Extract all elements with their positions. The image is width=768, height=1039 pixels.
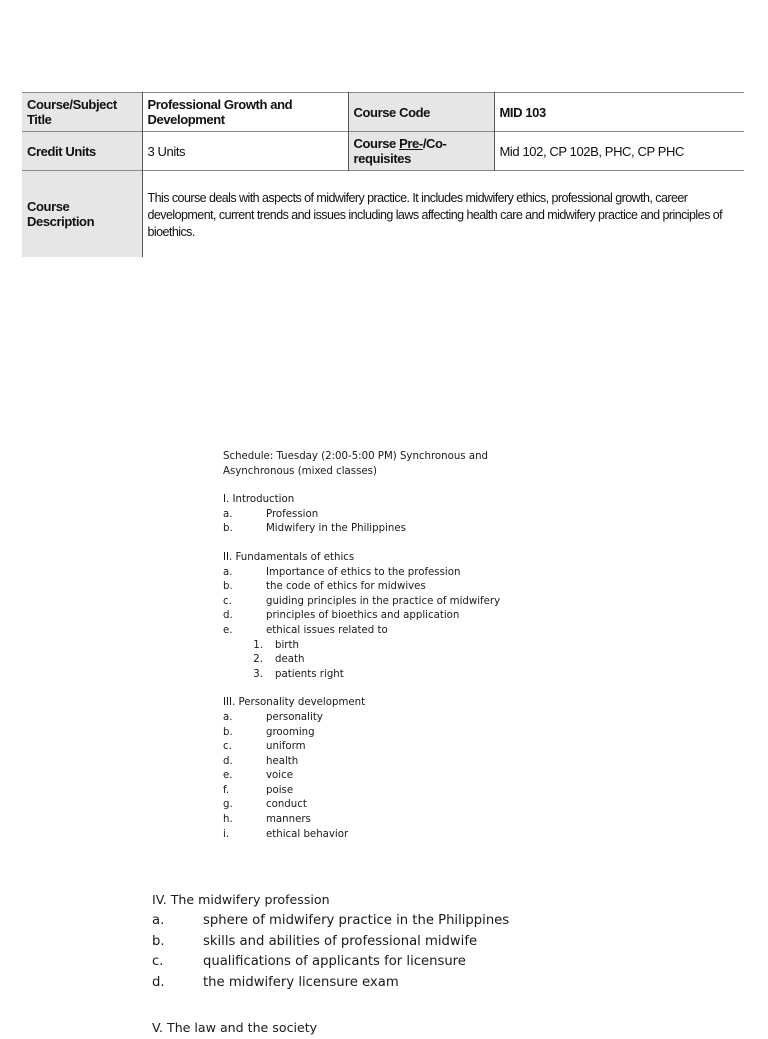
outline-section-1 [223,493,523,537]
section-title: III. Personality development [223,697,366,709]
item-text: Profession [266,508,319,520]
list-item [152,952,572,973]
item-text: uniform [266,741,306,753]
item-text: grooming [266,726,315,738]
item-text: Midwifery in the Philippines [266,523,406,535]
prerequisites-value: Mid 102, CP 102B, PHC, CP PHC [494,132,744,171]
item-marker: h. [223,814,233,826]
item-marker: b. [223,726,233,738]
item-marker: a. [223,566,233,578]
item-marker: e. [223,770,233,782]
item-text: personality [266,711,323,723]
item-text: the code of ethics for midwives [266,581,426,593]
item-marker: i. [223,828,230,840]
list-item [223,769,523,784]
item-text: death [275,654,305,666]
list-item [223,595,523,610]
course-code-label: Course Code [348,93,494,132]
list-item [152,973,572,994]
prerequisites-label-part1: Course [353,136,400,151]
prerequisites-label-part2: Pre- [399,136,423,151]
item-text: the midwifery licensure exam [203,975,399,991]
item-marker: d. [223,755,233,767]
course-code-value: MID 103 [494,93,744,132]
item-marker: e. [223,624,233,636]
list-item [223,580,523,595]
course-outline-large [152,890,572,1039]
course-title-row [22,93,744,132]
item-marker: a. [223,711,233,723]
item-text: guiding principles in the practice of midwifery [266,595,501,607]
section-title: IV. The midwifery profession [152,892,330,907]
item-text: principles of bioethics and application [266,610,460,622]
credit-units-row [22,132,744,171]
course-title-label: Course/Subject Title [22,93,142,132]
credit-units-value: 3 Units [142,132,348,171]
list-item [223,609,523,624]
section-title: I. Introduction [223,494,295,506]
course-description-label: Course Description [22,171,142,258]
prerequisites-label [348,132,494,171]
list-item [223,828,523,843]
list-item [223,624,523,639]
list-item [223,813,523,828]
list-item [223,784,523,799]
section-title: II. Fundamentals of ethics [223,551,355,563]
list-item [223,522,523,537]
item-text: ethical issues related to [266,624,388,636]
item-marker: g. [223,799,233,811]
item-marker: c. [152,954,164,970]
item-text: birth [275,639,299,651]
item-text: sphere of midwifery practice in the Philippines [203,912,510,928]
outline-section-3 [223,696,523,842]
item-text: Importance of ethics to the profession [266,566,461,578]
course-outline-small [223,450,523,842]
item-marker: a. [223,508,233,520]
item-text: qualifications of applicants for licensure [203,954,466,970]
list-item [223,740,523,755]
item-marker: 3. [253,668,263,680]
list-item [223,726,523,741]
item-text: health [266,755,299,767]
item-marker: 2. [253,654,263,666]
item-text: ethical behavior [266,828,349,840]
schedule-text: Schedule: Tuesday (2:00-5:00 PM) Synchronous and Asynchronous (mixed classes) [223,451,489,477]
item-marker: b. [223,581,233,593]
item-text: conduct [266,799,307,811]
item-text: voice [266,770,293,782]
list-item [152,932,572,953]
item-text: skills and abilities of professional midwife [203,933,478,949]
prerequisites-label-part3: /Co-requisites [353,136,447,166]
item-text: poise [266,784,294,796]
item-marker: b. [152,933,165,949]
credit-units-label: Credit Units [22,132,142,171]
outline-section-2 [223,551,523,682]
item-marker: a. [152,912,165,928]
list-item [223,508,523,523]
list-item [152,911,572,932]
sub-list-item [223,653,523,668]
section-title: V. The law and the society [152,1019,318,1035]
list-item [223,566,523,581]
item-marker: d. [152,975,165,991]
sub-list-item [223,668,523,683]
course-info-table [22,92,744,257]
item-text: patients right [275,668,344,680]
sub-list-item [223,639,523,654]
course-title-value: Professional Growth and Development [142,93,348,132]
item-marker: f. [223,784,230,796]
list-item [223,755,523,770]
item-marker: b. [223,523,233,535]
item-marker: d. [223,610,233,622]
list-item [223,711,523,726]
course-description-value: This course deals with aspects of midwifery practice. It includes midwifery ethics, professional growth, career development, current trends and issues including laws affecting health care and midwifery practice and principles of bioethics. [142,171,744,258]
item-marker: c. [223,741,232,753]
item-marker: 1. [253,639,263,651]
course-description-row [22,171,744,258]
item-marker: c. [223,595,232,607]
item-text: manners [266,814,311,826]
list-item [223,798,523,813]
